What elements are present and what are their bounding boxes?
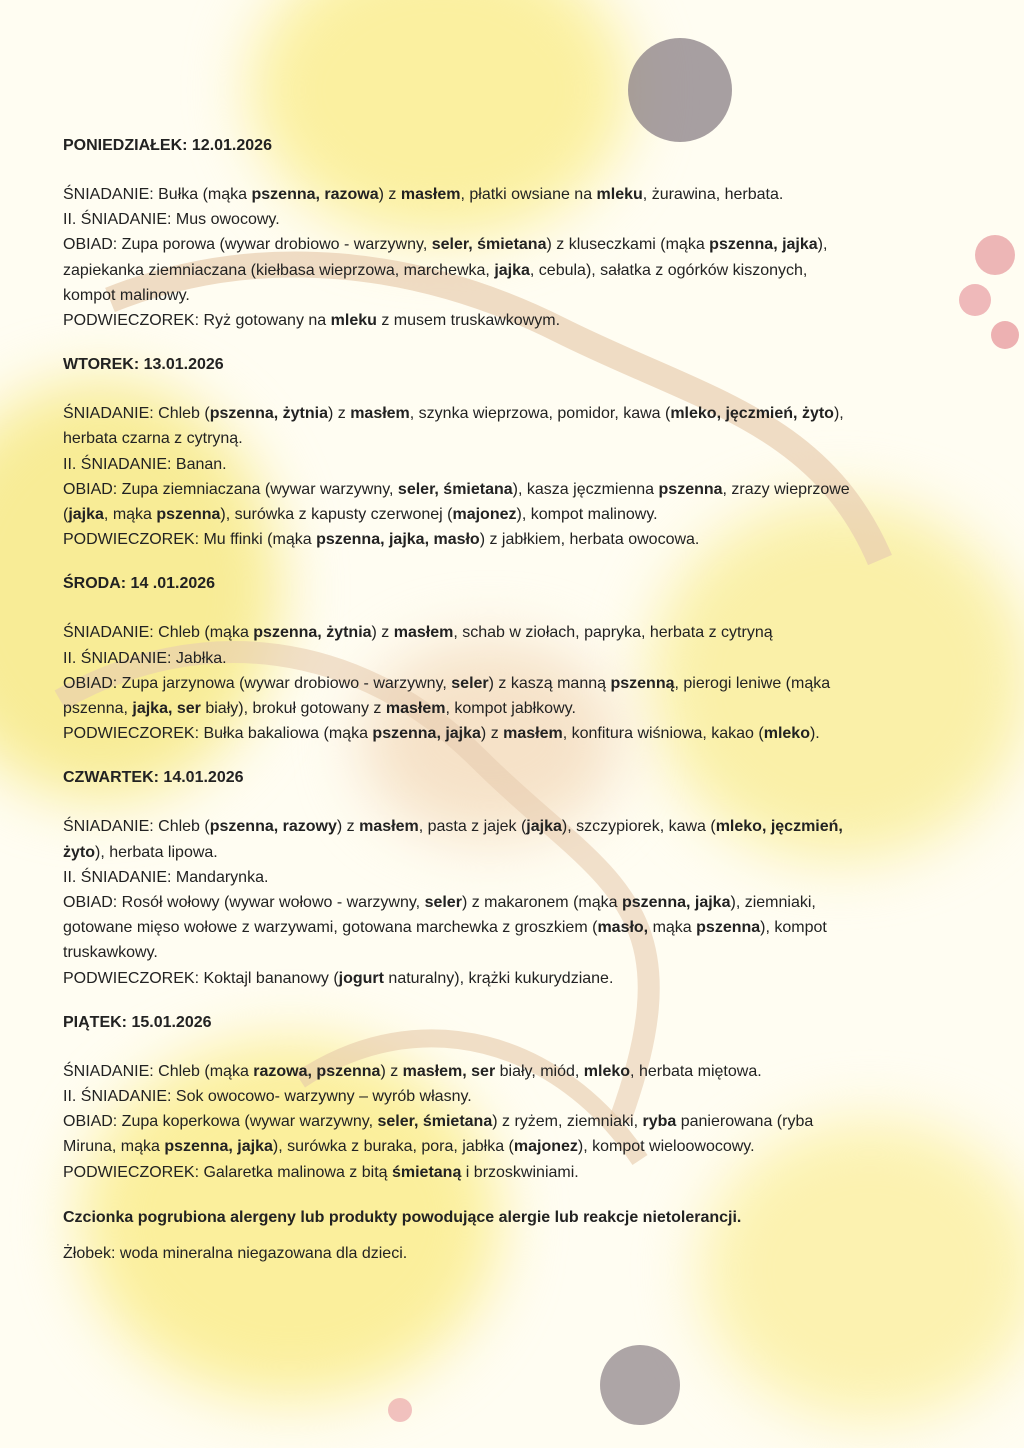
meal-text: II. ŚNIADANIE: Mandarynka. bbox=[63, 868, 269, 886]
day-section-monday bbox=[63, 136, 963, 333]
meal-text: PODWIECZOREK: Ryż gotowany na bbox=[63, 312, 331, 330]
day-section-wednesday bbox=[63, 574, 963, 746]
meal-text: ) z makaronem (mąka bbox=[461, 894, 622, 912]
meal-text: ), bbox=[833, 405, 844, 423]
meal-text: panierowana (ryba bbox=[676, 1113, 814, 1131]
meal-text: , schab w ziołach, papryka, herbata z cytryną bbox=[453, 624, 773, 642]
meal-line bbox=[63, 966, 963, 991]
meal-text: ) z bbox=[378, 186, 401, 203]
day-section-thursday bbox=[63, 768, 963, 990]
allergen-text: jogurt bbox=[338, 969, 384, 987]
meal-text: ), surówka z kapusty czerwonej ( bbox=[220, 506, 453, 524]
meal-line bbox=[63, 232, 963, 257]
day-meals bbox=[63, 620, 963, 746]
allergen-text: majonez bbox=[452, 506, 517, 524]
meal-text: biały), brokuł gotowany z bbox=[200, 700, 386, 718]
allergen-text: pszenna, jajka bbox=[709, 236, 818, 254]
meal-text: ŚNIADANIE: Chleb (mąka bbox=[63, 1062, 254, 1080]
allergen-text: pszenna, jajka bbox=[621, 894, 731, 912]
meal-text: , mąka bbox=[103, 506, 157, 524]
meal-text: herbata czarna z cytryną. bbox=[63, 430, 243, 448]
blackberry-icon bbox=[600, 1345, 680, 1425]
day-title: ŚRODA: 14 .01.2026 bbox=[63, 575, 216, 593]
allergen-text: jajka bbox=[494, 261, 530, 279]
meal-line bbox=[63, 620, 963, 645]
meal-text: ( bbox=[63, 506, 69, 524]
meal-text: OBIAD: Zupa ziemniaczana (wywar warzywny, bbox=[63, 480, 398, 498]
meal-text: ) z bbox=[480, 725, 504, 743]
day-section-tuesday bbox=[63, 355, 963, 552]
day-title: CZWARTEK: 14.01.2026 bbox=[63, 769, 244, 787]
meal-text: Miruna, mąka bbox=[63, 1138, 165, 1156]
meal-text: , herbata miętowa. bbox=[630, 1062, 762, 1080]
meal-line bbox=[63, 308, 963, 333]
menu-content bbox=[63, 136, 963, 1265]
allergen-text: jajka bbox=[526, 818, 562, 836]
meal-line bbox=[63, 283, 963, 308]
meal-text: ), herbata lipowa. bbox=[95, 843, 218, 861]
meal-text: ), ziemniaki, bbox=[730, 894, 816, 912]
meal-text: ) z bbox=[336, 818, 360, 836]
day-meals bbox=[63, 1059, 963, 1185]
meal-text: , cebula), sałatka z ogórków kiszonych, bbox=[529, 261, 808, 279]
day-title: WTOREK: 13.01.2026 bbox=[63, 356, 224, 374]
meal-line bbox=[63, 840, 963, 865]
meal-text: pszenna, bbox=[63, 700, 133, 718]
meal-line bbox=[63, 671, 963, 696]
meal-text: ). bbox=[809, 725, 820, 743]
meal-line bbox=[63, 1134, 963, 1159]
meal-line bbox=[63, 890, 963, 915]
meal-line bbox=[63, 1084, 963, 1109]
meal-text: II. ŚNIADANIE: Jabłka. bbox=[63, 649, 227, 667]
meal-text: ŚNIADANIE: Chleb ( bbox=[63, 405, 210, 423]
meal-line bbox=[63, 1109, 963, 1134]
meal-text: PODWIECZOREK: Galaretka malinowa z bitą bbox=[63, 1163, 392, 1181]
allergen-text: mleko, jęczmień, żyto bbox=[670, 405, 834, 423]
pomegranate-seed-icon bbox=[959, 284, 991, 316]
meal-text: zapiekanka ziemniaczana (kiełbasa wieprzowa, marchewka, bbox=[63, 261, 495, 279]
meal-text: II. ŚNIADANIE: Banan. bbox=[63, 455, 227, 473]
meal-line bbox=[63, 940, 963, 965]
allergen-note: Czcionka pogrubiona alergeny lub produkty powodujące alergie lub reakcje nietolerancji. bbox=[63, 1208, 742, 1226]
meal-text: ŚNIADANIE: Chleb ( bbox=[63, 818, 210, 836]
meal-text: , pierogi leniwe (mąka bbox=[674, 674, 831, 692]
meal-text: , płatki owsiane na bbox=[460, 186, 597, 203]
meal-text: ), szczypiorek, kawa ( bbox=[561, 818, 716, 836]
allergen-text: pszenna, żytnia bbox=[209, 405, 328, 423]
meal-line bbox=[63, 502, 963, 527]
meal-text: biały, miód, bbox=[495, 1062, 584, 1080]
meal-text: OBIAD: Zupa koperkowa (wywar warzywny, bbox=[63, 1113, 378, 1131]
meal-text: ) z bbox=[371, 624, 394, 642]
allergen-text: masłem bbox=[400, 186, 461, 203]
meal-text: , szynka wieprzowa, pomidor, kawa ( bbox=[409, 405, 671, 423]
pomegranate-seed-icon bbox=[991, 321, 1019, 349]
meal-text: ), kompot bbox=[760, 919, 827, 937]
meal-text: ), kompot wieloowocowy. bbox=[577, 1138, 755, 1156]
meal-text: , żurawina, herbata. bbox=[642, 186, 784, 203]
meal-text: ) z bbox=[380, 1062, 403, 1080]
meal-line bbox=[63, 426, 963, 451]
allergen-text: majonez bbox=[513, 1138, 578, 1156]
allergen-text: mleko, jęczmień, bbox=[715, 818, 843, 836]
meal-line bbox=[63, 814, 963, 839]
pomegranate-seed-icon bbox=[388, 1398, 412, 1422]
day-title: PIĄTEK: 15.01.2026 bbox=[63, 1013, 212, 1031]
allergen-text: pszenna, jajka, masło bbox=[316, 531, 480, 549]
meal-line bbox=[63, 182, 963, 207]
allergen-text: pszenna, razowy bbox=[209, 818, 337, 836]
allergen-text: masłem bbox=[503, 725, 563, 743]
allergen-text: mleko bbox=[583, 1062, 631, 1080]
allergen-text: pszenna, razowa bbox=[251, 186, 379, 203]
day-meals bbox=[63, 182, 963, 333]
day-meals bbox=[63, 401, 963, 552]
meal-text: ŚNIADANIE: Bułka (mąka bbox=[63, 186, 252, 203]
allergen-text: pszenna bbox=[658, 480, 723, 498]
allergen-text: mleku bbox=[596, 186, 643, 203]
meal-line bbox=[63, 452, 963, 477]
allergen-text: pszenna, jajka bbox=[372, 725, 481, 743]
allergen-text: masłem bbox=[385, 700, 446, 718]
meal-text: , konfitura wiśniowa, kakao ( bbox=[562, 725, 764, 743]
nursery-note: Żłobek: woda mineralna niegazowana dla dzieci. bbox=[63, 1244, 408, 1262]
meal-text: ŚNIADANIE: Chleb (mąka bbox=[63, 624, 254, 642]
meal-text: mąka bbox=[648, 919, 697, 937]
allergen-text: razowa, pszenna bbox=[253, 1062, 381, 1080]
meal-text: ) z kaszą manną bbox=[488, 674, 611, 692]
allergen-text: pszenna, jajka bbox=[164, 1138, 273, 1156]
meal-text: ), surówka z buraka, pora, jabłka ( bbox=[272, 1138, 514, 1156]
allergen-text: seler bbox=[451, 674, 489, 692]
meal-text: ) z ryżem, ziemniaki, bbox=[492, 1113, 643, 1131]
meal-text: OBIAD: Zupa porowa (wywar drobiowo - warzywny, bbox=[63, 236, 432, 254]
allergen-text: masłem bbox=[393, 624, 454, 642]
allergen-text: pszenna bbox=[156, 506, 221, 524]
meal-line bbox=[63, 865, 963, 890]
allergen-text: ryba bbox=[642, 1113, 677, 1131]
allergen-text: jajka, ser bbox=[132, 700, 201, 718]
meal-line bbox=[63, 721, 963, 746]
meal-text: ) z jabłkiem, herbata owocowa. bbox=[479, 531, 700, 549]
meal-text: ), kompot malinowy. bbox=[516, 506, 658, 524]
meal-text: ) z kluseczkami (mąka bbox=[546, 236, 710, 254]
meal-line bbox=[63, 646, 963, 671]
meal-text: PODWIECZOREK: Koktajl bananowy ( bbox=[63, 969, 339, 987]
meal-text: ), kasza jęczmienna bbox=[512, 480, 659, 498]
day-section-friday bbox=[63, 1013, 963, 1185]
allergen-text: masłem, ser bbox=[402, 1062, 496, 1080]
day-meals bbox=[63, 814, 963, 990]
meal-text: kompot malinowy. bbox=[63, 286, 190, 304]
allergen-text: mleko bbox=[763, 725, 810, 743]
meal-text: OBIAD: Zupa jarzynowa (wywar drobiowo - warzywny, bbox=[63, 674, 452, 692]
meal-line bbox=[63, 1160, 963, 1185]
meal-line bbox=[63, 1059, 963, 1084]
meal-text: PODWIECZOREK: Bułka bakaliowa (mąka bbox=[63, 725, 373, 743]
meal-text: , pasta z jajek ( bbox=[418, 818, 527, 836]
meal-text: OBIAD: Rosół wołowy (wywar wołowo - warzywny, bbox=[63, 894, 425, 912]
meal-text: , zrazy wieprzowe bbox=[722, 480, 850, 498]
allergen-text: pszenną bbox=[610, 674, 675, 692]
meal-text: II. ŚNIADANIE: Mus owocowy. bbox=[63, 211, 280, 229]
meal-text: II. ŚNIADANIE: Sok owocowo- warzywny – wyrób własny. bbox=[63, 1088, 472, 1106]
meal-line bbox=[63, 258, 963, 283]
allergen-text: masłem bbox=[350, 405, 410, 423]
meal-text: i brzoskwiniami. bbox=[461, 1163, 579, 1181]
meal-text: ), bbox=[817, 236, 828, 254]
meal-line bbox=[63, 915, 963, 940]
pomegranate-seed-icon bbox=[975, 235, 1015, 275]
allergen-text: żyto bbox=[63, 843, 95, 861]
allergen-text: seler, śmietana bbox=[431, 236, 547, 254]
allergen-text: masłem bbox=[359, 818, 419, 836]
allergen-text: seler bbox=[424, 894, 462, 912]
meal-line bbox=[63, 696, 963, 721]
allergen-text: pszenna, żytnia bbox=[253, 624, 372, 642]
allergen-text: masło, bbox=[597, 919, 649, 937]
meal-line bbox=[63, 401, 963, 426]
allergen-text: mleku bbox=[330, 312, 377, 330]
meal-text: PODWIECZOREK: Mu ffinki (mąka bbox=[63, 531, 317, 549]
allergen-text: pszenna bbox=[696, 919, 761, 937]
blackberry-icon bbox=[628, 38, 732, 142]
meal-text: naturalny), krążki kukurydziane. bbox=[383, 969, 614, 987]
meal-line bbox=[63, 527, 963, 552]
allergen-text: jajka bbox=[68, 506, 104, 524]
meal-text: ) z bbox=[327, 405, 351, 423]
meal-text: gotowane mięso wołowe z warzywami, gotowana marchewka z groszkiem ( bbox=[63, 919, 598, 937]
allergen-text: seler, śmietana bbox=[397, 480, 513, 498]
meal-line bbox=[63, 477, 963, 502]
allergen-text: seler, śmietana bbox=[377, 1113, 493, 1131]
meal-text: z musem truskawkowym. bbox=[376, 312, 561, 330]
meal-line bbox=[63, 207, 963, 232]
meal-text: , kompot jabłkowy. bbox=[445, 700, 576, 718]
allergen-text: śmietaną bbox=[391, 1163, 462, 1181]
day-title: PONIEDZIAŁEK: 12.01.2026 bbox=[63, 137, 272, 154]
meal-text: truskawkowy. bbox=[63, 944, 158, 962]
